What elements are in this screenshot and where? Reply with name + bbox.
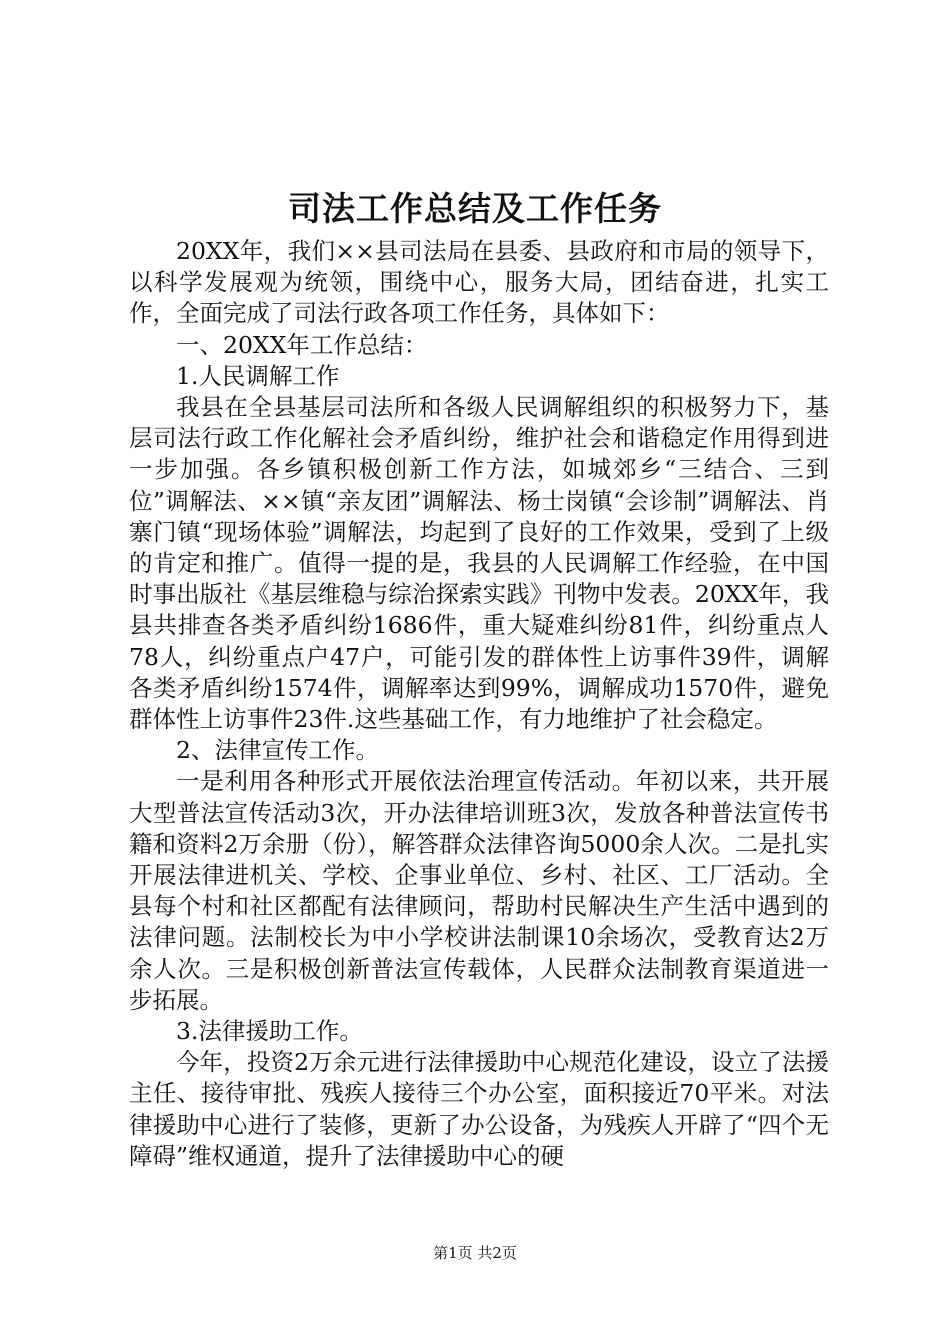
page-footer: 第1页 共2页	[433, 1244, 517, 1262]
subsection-heading-mediation: 1.人民调解工作	[176, 361, 340, 390]
subsection-heading-publicity: 2、法律宣传工作。	[176, 736, 379, 765]
subsection-heading-legal-aid: 3.法律援助工作。	[176, 1017, 363, 1046]
document-body	[129, 236, 829, 1172]
section-heading-summary: 一、20XX年工作总结：	[176, 330, 428, 359]
intro-paragraph: 20XX年，我们××县司法局在县委、县政府和市局的领导下，以科学发展观为统领，围绕中心，服务大局，团结奋进，扎实工作，全面完成了司法行政各项工作任务，具体如下：	[129, 237, 829, 328]
document-title: 司法工作总结及工作任务	[288, 189, 662, 228]
mediation-paragraph: 我县在全县基层司法所和各级人民调解组织的积极努力下，基层司法行政工作化解社会矛盾纠纷，维护社会和谐稳定作用得到进一步加强。各乡镇积极创新工作方法，如城郊乡“三结合、三到位”调解法、××镇“亲友团”调解法、杨士岗镇“会诊制”调解法、肖寨门镇“现场体验”调解法，均起到了良好的工作效果，受到了上级的肯定和推广。值得一提的是，我县的人民调解工作经验，在中国时事出版社《基层维稳与综治探索实践》刊物中发表。20XX年，我县共排查各类矛盾纠纷1686件，重大疑难纠纷81件，纠纷重点人78人，纠纷重点户47户，可能引发的群体性上访事件39件，调解各类矛盾纠纷1574件，调解率达到99%，调解成功1570件，避免群体性上访事件23件.这些基础工作，有力地维护了社会稳定。	[129, 393, 829, 734]
legal-aid-paragraph: 今年，投资2万余元进行法律援助中心规范化建设，设立了法援主任、接待审批、残疾人接待三个办公室，面积接近70平米。对法律援助中心进行了装修，更新了办公设备，为残疾人开辟了“四个无障碍”维权通道，提升了法律援助中心的硬	[129, 1048, 829, 1170]
publicity-paragraph: 一是利用各种形式开展依法治理宣传活动。年初以来，共开展大型普法宣传活动3次，开办法律培训班3次，发放各种普法宣传书籍和资料2万余册（份），解答群众法律咨询5000余人次。二是扎实开展法律进机关、学校、企事业单位、乡村、社区、工厂活动。全县每个村和社区都配有法律顾问，帮助村民解决生产生活中遇到的法律问题。法制校长为中小学校讲法制课10余场次，受教育达2万余人次。三是积极创新普法宣传载体，人民群众法制教育渠道进一步拓展。	[129, 767, 829, 1014]
